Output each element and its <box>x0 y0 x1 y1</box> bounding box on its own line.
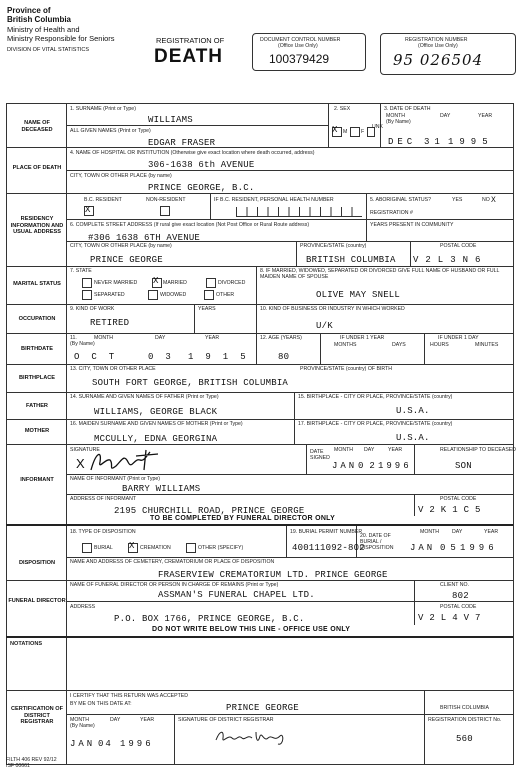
age-days-label: DAYS <box>392 342 406 348</box>
years-present-label: YEARS PRESENT IN COMMUNITY <box>370 222 454 228</box>
col-divider <box>424 690 425 764</box>
col-divider <box>256 304 257 333</box>
non-resident-checkbox <box>160 206 170 216</box>
father-birthplace-value: U.S.A. <box>396 406 430 416</box>
mother-birthplace-value: U.S.A. <box>396 433 430 443</box>
col-divider <box>414 444 415 474</box>
surname-value: WILLIAMS <box>148 115 193 125</box>
funeral-director-name-value: ASSMAN'S FUNERAL CHAPEL LTD. <box>158 590 315 600</box>
col-divider <box>194 304 195 333</box>
row-divider <box>6 266 513 267</box>
province-label: Province of <box>7 6 51 15</box>
date-signed-label: DATE SIGNED <box>310 449 330 461</box>
sex-m-mark: X <box>332 125 338 135</box>
burial-checkbox <box>82 543 92 553</box>
label-father: FATHER <box>26 403 48 409</box>
col-divider <box>410 241 411 266</box>
col-divider <box>174 714 175 764</box>
reg-number-value: 95 026504 <box>393 51 484 69</box>
separated-checkbox <box>82 290 92 300</box>
cert-day-value: 04 <box>98 739 113 749</box>
age-months-label: MONTHS <box>334 342 357 348</box>
signed-year-value: 1996 <box>378 461 412 471</box>
mother-name-value: MCCULLY, EDNA GEORGINA <box>94 434 218 444</box>
business-label: 10. KIND OF BUSINESS OR INDUSTRY IN WHICH WORKED <box>260 306 405 312</box>
ministry-line2: Ministry Responsible for Seniors <box>7 34 115 43</box>
label-place-of-death: PLACE OF DEATH <box>12 165 62 171</box>
birth-month-value: OCT <box>74 352 127 362</box>
label-certification: CERTIFICATION OF DISTRICT REGISTRAR <box>10 706 64 725</box>
bc-label: British Columbia <box>7 15 72 24</box>
burial-year-label: YEAR <box>484 529 499 535</box>
fd-address-value: P.O. BOX 1766, PRINCE GEORGE, B.C. <box>114 614 305 624</box>
cremation-label: CREMATION <box>140 545 171 551</box>
burial-year-value: 1996 <box>460 543 498 553</box>
never-married-checkbox <box>82 278 92 288</box>
res-province-label: PROVINCE/STATE (country) <box>300 243 367 249</box>
doc-control-label: DOCUMENT CONTROL NUMBER <box>260 37 341 43</box>
aboriginal-yes-label: YES <box>452 197 463 203</box>
cert-year-value: 1996 <box>120 739 154 749</box>
given-names-label: ALL GIVEN NAMES (Print or Type) <box>70 128 151 134</box>
fd-postal-value: V2L4V7 <box>418 613 487 623</box>
sex-unk-label: UNK <box>372 124 383 130</box>
death-title: DEATH <box>154 46 224 67</box>
funeral-director-name-label: NAME OF FUNERAL DIRECTOR OR PERSON IN CHARGE OF REMAINS (Print or Type) <box>70 582 279 588</box>
informant-x-mark: X <box>76 456 85 471</box>
label-disposition: DISPOSITION <box>18 560 56 566</box>
col-divider <box>306 444 307 474</box>
burial-permit-value: 400111092-802 <box>292 543 365 553</box>
registration-hash-label: REGISTRATION # <box>370 210 413 216</box>
date-of-death-label: 3. DATE OF DEATH <box>384 106 431 112</box>
row-divider <box>6 364 513 365</box>
mother-name-label: 16. MAIDEN SURNAME AND GIVEN NAMES OF MOTHER (Print or Type) <box>70 421 243 427</box>
other-marital-checkbox <box>204 290 214 300</box>
death-city-label: CITY, TOWN OR OTHER PLACE (by name) <box>70 173 172 179</box>
sub-divider <box>66 125 328 126</box>
isf-number: ISF 00661 <box>6 763 30 769</box>
col-divider <box>296 241 297 266</box>
bc-resident-mark: X <box>85 205 91 215</box>
age-label: 12. AGE (YEARS) <box>260 335 302 341</box>
sex-f-checkbox <box>350 127 360 137</box>
under-1-day-label: IF UNDER 1 DAY <box>438 335 479 341</box>
reg-district-label: REGISTRATION DISTRICT No. <box>428 717 502 723</box>
col-divider <box>294 392 295 444</box>
aboriginal-label: 5. ABORIGINAL STATUS? <box>370 197 432 203</box>
informant-name-label: NAME OF INFORMANT (Print or Type) <box>70 476 161 482</box>
res-province-value: BRITISH COLUMBIA <box>306 255 396 265</box>
informant-address-label: ADDRESS OF INFORMANT <box>70 496 136 502</box>
col-divider <box>414 494 415 516</box>
division-label: DIVISION OF VITAL STATISTICS <box>7 47 90 53</box>
signed-day-value: 02 <box>358 461 381 471</box>
dod-day-label: DAY <box>440 113 451 119</box>
cert-month-value: JAN <box>70 739 96 749</box>
occupation-years-label: YEARS <box>198 306 216 312</box>
label-birthdate: BIRTHDATE <box>21 346 53 352</box>
aboriginal-no-mark: X <box>491 196 496 205</box>
col-divider <box>424 333 425 364</box>
phn-label: IF B.C. RESIDENT, PERSONAL HEALTH NUMBER <box>214 197 334 203</box>
burial-month-label: MONTH <box>420 529 440 535</box>
reg-number-label: REGISTRATION NUMBER <box>405 37 468 43</box>
row-divider <box>6 333 513 334</box>
row-divider <box>6 636 513 638</box>
client-no-label: CLIENT NO. <box>440 582 470 588</box>
cert-place-value: PRINCE GEORGE <box>226 703 299 713</box>
signed-month-value: JAN <box>332 461 358 471</box>
burial-day-value: 05 <box>440 543 461 553</box>
sub-divider <box>66 557 513 558</box>
separated-label: SEPARATED <box>94 292 125 298</box>
res-city-value: PRINCE GEORGE <box>90 255 163 265</box>
informant-signature <box>88 448 168 476</box>
sub-divider <box>66 601 513 602</box>
row-divider <box>6 147 513 148</box>
date-of-burial-label: 20. DATE OF BURIAL / DISPOSITION <box>360 533 394 551</box>
ministry-line1: Ministry of Health and <box>7 25 80 34</box>
burial-label: BURIAL <box>94 545 113 551</box>
label-marital: MARITAL STATUS <box>13 281 61 287</box>
hospital-value: 306-1638 6th AVENUE <box>148 160 255 170</box>
office-use-banner: DO NOT WRITE BELOW THIS LINE - OFFICE USE ONLY <box>152 626 351 633</box>
col-divider <box>210 193 211 219</box>
col-divider <box>286 526 287 557</box>
divorced-label: DIVORCED <box>218 280 246 286</box>
registrar-signature-label: SIGNATURE OF DISTRICT REGISTRAR <box>178 717 274 723</box>
col-divider <box>328 103 329 147</box>
dod-day-value: 31 <box>424 137 445 147</box>
disposition-type-label: 18. TYPE OF DISPOSITION <box>70 529 136 535</box>
label-column-divider <box>66 103 67 764</box>
informant-postal-label: POSTAL CODE <box>440 496 477 502</box>
res-city-label: CITY, TOWN OR OTHER PLACE (by name) <box>70 243 172 249</box>
client-no-value: 802 <box>452 591 469 601</box>
dod-month-value: DEC <box>388 137 417 147</box>
row-divider <box>6 193 513 194</box>
street-address-label: 6. COMPLETE STREET ADDRESS (If rural give exact location (Not Post Office or Rural Route address) <box>70 222 310 228</box>
label-birthplace: BIRTHPLACE <box>18 375 56 381</box>
married-mark: X <box>153 276 159 286</box>
informant-address-value: 2195 CHURCHILL ROAD, PRINCE GEORGE <box>114 506 305 516</box>
cert-month-label: MONTH <box>70 717 90 723</box>
row-divider <box>6 304 513 305</box>
birth-byname-label: (By Name) <box>70 341 95 347</box>
informant-postal-value: V2K1C5 <box>418 505 487 515</box>
row-divider <box>6 524 513 526</box>
signature-label: SIGNATURE <box>70 447 100 453</box>
birth-province-label: PROVINCE/STATE (country) OF BIRTH <box>300 366 392 372</box>
sub-divider <box>66 170 513 171</box>
label-funeral-director: FUNERAL DIRECTOR <box>8 598 66 604</box>
row-divider <box>6 580 513 581</box>
informant-name-value: BARRY WILLIAMS <box>122 484 201 494</box>
cert-bc-label: BRITISH COLUMBIA <box>440 705 490 711</box>
col-divider <box>366 193 367 241</box>
sex-f-label: F <box>361 129 365 135</box>
office-use-label: (Office Use Only) <box>278 43 318 49</box>
birth-day-value: 03 <box>148 352 183 362</box>
surname-label: 1. SURNAME (Print or Type) <box>70 106 136 112</box>
cemetery-label: NAME AND ADDRESS OF CEMETERY, CREMATORIUM OR PLACE OF DISPOSITION <box>70 559 275 565</box>
father-name-label: 14. SURNAME AND GIVEN NAMES OF FATHER (Print or Type) <box>70 394 219 400</box>
doc-control-number: 100379429 <box>269 52 330 66</box>
other-marital-label: OTHER <box>216 292 235 298</box>
registration-of-label: REGISTRATION OF <box>156 36 225 45</box>
cert-day-label: DAY <box>110 717 121 723</box>
row-divider <box>6 419 513 420</box>
col-divider <box>414 580 415 625</box>
fd-address-label: ADDRESS <box>70 604 96 610</box>
registrar-signature <box>214 726 288 748</box>
bc-resident-label: B.C. RESIDENT <box>84 197 122 203</box>
phn-boxes <box>236 207 362 217</box>
hospital-label: 4. NAME OF HOSPITAL OR INSTITUTION (Otherwise give exact location where death occurred, address) <box>70 150 315 156</box>
reg-office-use-label: (Office Use Only) <box>418 43 458 49</box>
sub-divider <box>66 219 513 220</box>
birthplace-value: SOUTH FORT GEORGE, BRITISH COLUMBIA <box>92 378 289 388</box>
form-number: FILTH 406 REV 92/12 <box>6 757 57 763</box>
age-minutes-label: MINUTES <box>475 342 499 348</box>
cert-byname-label: (By Name) <box>70 723 95 729</box>
label-mother: MOTHER <box>24 428 50 434</box>
label-occupation: OCCUPATION <box>18 316 56 322</box>
birth-day-label: DAY <box>155 335 166 341</box>
relationship-label: RELATIONSHIP TO DECEASED <box>440 447 517 453</box>
birthdate-num-label: 11. <box>70 335 77 341</box>
sex-m-label: M <box>343 129 348 135</box>
given-names-value: EDGAR FRASER <box>148 138 216 148</box>
birth-city-label: 13. CITY, TOWN OR OTHER PLACE <box>70 366 156 372</box>
label-residency: RESIDENCY INFORMATION AND USUAL ADDRESS <box>10 216 64 235</box>
non-resident-label: NON-RESIDENT <box>146 197 186 203</box>
cert-year-label: YEAR <box>140 717 155 723</box>
reg-district-value: 560 <box>456 734 473 744</box>
sex-label: 2. SEX <box>334 106 351 112</box>
state-label: 7. STATE <box>70 268 92 274</box>
signed-month-label: MONTH <box>334 447 354 453</box>
signed-day-label: DAY <box>364 447 375 453</box>
dod-byname-label: (By Name) <box>386 119 411 125</box>
spouse-value: OLIVE MAY SNELL <box>316 290 401 300</box>
kind-of-work-label: 9. KIND OF WORK <box>70 306 115 312</box>
birth-year-label: YEAR <box>205 335 220 341</box>
sub-divider <box>66 714 513 715</box>
under-1-year-label: IF UNDER 1 YEAR <box>340 335 385 341</box>
father-birthplace-label: 15. BIRTHPLACE - CITY OR PLACE, PROVINCE/STATE (country) <box>298 394 453 400</box>
res-postal-label: POSTAL CODE <box>440 243 477 249</box>
cemetery-value: FRASERVIEW CREMATORIUM LTD. PRINCE GEORGE <box>158 570 388 580</box>
other-disp-checkbox <box>186 543 196 553</box>
fd-postal-label: POSTAL CODE <box>440 604 477 610</box>
res-postal-value: V2L3N6 <box>413 255 488 265</box>
divorced-checkbox <box>206 278 216 288</box>
dod-year-value: 1995 <box>448 137 494 147</box>
dod-year-label: YEAR <box>478 113 493 119</box>
father-name-value: WILLIAMS, GEORGE BLACK <box>94 407 218 417</box>
other-disp-label: OTHER (SPECIFY) <box>198 545 244 551</box>
mother-birthplace-label: 17. BIRTHPLACE - CITY OR PLACE, PROVINCE/STATE (country) <box>298 421 453 427</box>
col-divider <box>320 333 321 364</box>
burial-permit-label: 19. BURIAL PERMIT NUMBER <box>290 529 363 535</box>
aboriginal-no-label: NO <box>482 197 490 203</box>
death-city-value: PRINCE GEORGE, B.C. <box>148 183 255 193</box>
street-address-value: #306 1638 6TH AVENUE <box>88 233 201 243</box>
sub-divider <box>66 494 513 495</box>
kind-of-work-value: RETIRED <box>90 318 130 328</box>
burial-day-label: DAY <box>452 529 463 535</box>
certify-text: I CERTIFY THAT THIS RETURN WAS ACCEPTED <box>70 693 188 699</box>
widowed-checkbox <box>148 290 158 300</box>
married-label: MARRIED <box>163 280 187 286</box>
certify-text2: BY ME ON THIS DATE AT: <box>70 701 132 707</box>
col-divider <box>256 266 257 304</box>
spouse-label: 8. IF MARRIED, WIDOWED, SEPARATED OR DIVORCED GIVE FULL NAME OF HUSBAND OR FULL MAIDEN NAME OF SPOUSE <box>260 268 500 280</box>
row-divider <box>6 444 513 445</box>
widowed-label: WIDOWED <box>160 292 187 298</box>
burial-month-value: JAN <box>410 543 436 553</box>
row-divider <box>6 690 513 691</box>
dod-month-label: MONTH <box>386 113 406 119</box>
business-value: U/K <box>316 321 333 331</box>
label-informant: INFORMANT <box>20 477 54 483</box>
funeral-director-banner: TO BE COMPLETED BY FUNERAL DIRECTOR ONLY <box>150 515 336 522</box>
row-divider <box>6 392 513 393</box>
label-notations: NOTATIONS <box>10 641 43 647</box>
birth-year-value: 1915 <box>188 352 258 362</box>
never-married-label: NEVER MARRIED <box>94 280 138 286</box>
label-deceased: NAME OF DECEASED <box>21 120 53 133</box>
age-hours-label: HOURS <box>430 342 449 348</box>
birth-month-label: MONTH <box>94 335 114 341</box>
relationship-value: SON <box>455 461 472 471</box>
signed-year-label: YEAR <box>388 447 403 453</box>
cremation-mark: X <box>129 541 135 551</box>
age-value: 80 <box>278 352 290 362</box>
